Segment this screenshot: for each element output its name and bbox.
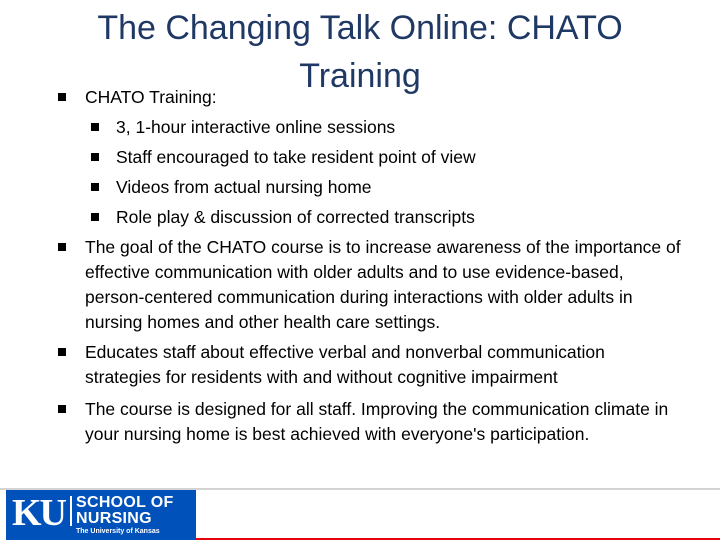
ku-logo-mark: KU <box>12 492 65 534</box>
square-bullet-icon <box>91 183 99 191</box>
logo-university-name: The University of Kansas <box>76 528 160 535</box>
ku-school-of-nursing-logo <box>6 490 196 540</box>
bullet-item <box>85 340 685 390</box>
square-bullet-icon <box>91 123 99 131</box>
logo-school-name <box>76 495 174 527</box>
bullet-item <box>116 145 676 170</box>
bullet-text: The goal of the CHATO course is to increase awareness of the importance of effective communication with older adults and to use evidence-based, person-centered communication during interactions with older adults in nursing homes and other health care settings. <box>85 237 681 332</box>
bullet-text: Role play & discussion of corrected transcripts <box>116 207 475 227</box>
bullet-text: Educates staff about effective verbal and nonverbal communication strategies for residents with and without cognitive impairment <box>85 342 605 387</box>
footer <box>0 488 720 540</box>
bullet-item <box>116 205 676 230</box>
bullet-item <box>116 175 676 200</box>
square-bullet-icon <box>91 153 99 161</box>
bullet-text: Staff encouraged to take resident point of view <box>116 147 476 167</box>
logo-school-line2: NURSING <box>76 510 152 527</box>
bullet-text: CHATO Training: <box>85 87 217 107</box>
bullet-item <box>116 115 676 140</box>
square-bullet-icon <box>58 348 66 356</box>
bullet-item <box>85 85 685 110</box>
bullet-item <box>85 235 685 335</box>
square-bullet-icon <box>58 93 66 101</box>
square-bullet-icon <box>58 243 66 251</box>
logo-school-line1: SCHOOL OF <box>76 494 174 511</box>
bullet-text: The course is designed for all staff. Improving the communication climate in your nursing home is best achieved with everyone's participation. <box>85 399 669 444</box>
square-bullet-icon <box>58 405 66 413</box>
slide-title: The Changing Talk Online: CHATO Training <box>97 9 623 95</box>
bullet-text: Videos from actual nursing home <box>116 177 372 197</box>
bullet-item <box>85 397 685 447</box>
square-bullet-icon <box>91 213 99 221</box>
bullet-text: 3, 1-hour interactive online sessions <box>116 117 396 137</box>
logo-divider <box>70 496 72 526</box>
